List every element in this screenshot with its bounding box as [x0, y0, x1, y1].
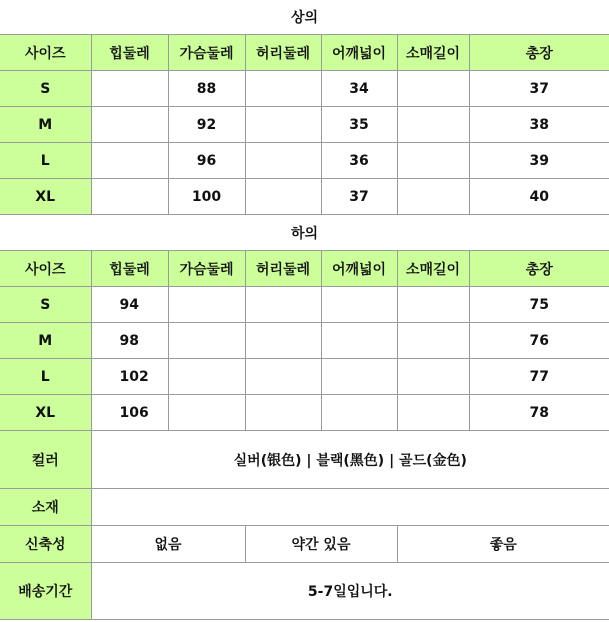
shipping-value: 5-7일입니다.	[91, 563, 609, 620]
length-cell: 38	[469, 107, 609, 143]
header-sleeve: 소매길이	[397, 35, 469, 71]
waist-cell	[245, 143, 321, 179]
shoulder-cell	[321, 359, 397, 395]
color-label: 컬러	[0, 431, 91, 489]
length-cell: 78	[469, 395, 609, 431]
chest-cell	[168, 287, 245, 323]
shoulder-cell: 34	[321, 71, 397, 107]
bottom-title-row	[0, 215, 609, 251]
header-length: 총장	[469, 35, 609, 71]
size-cell: S	[0, 287, 91, 323]
table-row	[0, 107, 609, 143]
length-cell: 75	[469, 287, 609, 323]
header-shoulder: 어깨넓이	[321, 251, 397, 287]
hip-cell	[91, 179, 168, 215]
header-waist: 허리둘레	[245, 35, 321, 71]
table-row	[0, 323, 609, 359]
size-cell: XL	[0, 395, 91, 431]
chest-cell: 92	[168, 107, 245, 143]
stretch-label: 신축성	[0, 526, 91, 563]
size-cell: M	[0, 107, 91, 143]
material-value	[91, 489, 609, 526]
table-row	[0, 143, 609, 179]
size-cell: L	[0, 143, 91, 179]
header-length: 총장	[469, 251, 609, 287]
header-chest: 가슴둘레	[168, 35, 245, 71]
length-cell: 37	[469, 71, 609, 107]
bottom-header-row	[0, 251, 609, 287]
shoulder-cell: 36	[321, 143, 397, 179]
sleeve-cell	[397, 287, 469, 323]
table-row	[0, 71, 609, 107]
stretch-option-some: 약간 있음	[245, 526, 397, 563]
waist-cell	[245, 395, 321, 431]
header-waist: 허리둘레	[245, 251, 321, 287]
length-cell: 39	[469, 143, 609, 179]
header-sleeve: 소매길이	[397, 251, 469, 287]
table-row	[0, 359, 609, 395]
table-row	[0, 287, 609, 323]
top-title-row	[0, 0, 609, 35]
top-header-row	[0, 35, 609, 71]
header-shoulder: 어깨넓이	[321, 35, 397, 71]
header-hip: 힙둘레	[91, 251, 168, 287]
stretch-option-none: 없음	[91, 526, 245, 563]
sleeve-cell	[397, 107, 469, 143]
length-cell: 40	[469, 179, 609, 215]
waist-cell	[245, 359, 321, 395]
shoulder-cell	[321, 287, 397, 323]
shipping-row	[0, 563, 609, 620]
sleeve-cell	[397, 395, 469, 431]
shoulder-cell	[321, 323, 397, 359]
sleeve-cell	[397, 71, 469, 107]
hip-cell	[91, 143, 168, 179]
sleeve-cell	[397, 359, 469, 395]
chest-cell	[168, 395, 245, 431]
hip-cell: 102	[91, 359, 168, 395]
table-row	[0, 395, 609, 431]
material-row	[0, 489, 609, 526]
size-cell: L	[0, 359, 91, 395]
hip-cell	[91, 107, 168, 143]
chest-cell: 100	[168, 179, 245, 215]
waist-cell	[245, 323, 321, 359]
sleeve-cell	[397, 323, 469, 359]
top-section-title: 상의	[0, 0, 609, 35]
hip-cell: 106	[91, 395, 168, 431]
waist-cell	[245, 71, 321, 107]
size-cell: S	[0, 71, 91, 107]
chest-cell: 88	[168, 71, 245, 107]
shipping-label: 배송기간	[0, 563, 91, 620]
hip-cell: 94	[91, 287, 168, 323]
waist-cell	[245, 287, 321, 323]
hip-cell	[91, 71, 168, 107]
color-row	[0, 431, 609, 489]
size-cell: XL	[0, 179, 91, 215]
header-size: 사이즈	[0, 251, 91, 287]
header-hip: 힙둘레	[91, 35, 168, 71]
shoulder-cell: 37	[321, 179, 397, 215]
waist-cell	[245, 179, 321, 215]
chest-cell	[168, 359, 245, 395]
waist-cell	[245, 107, 321, 143]
sleeve-cell	[397, 143, 469, 179]
stretch-option-good: 좋음	[397, 526, 609, 563]
header-chest: 가슴둘레	[168, 251, 245, 287]
chest-cell: 96	[168, 143, 245, 179]
header-size: 사이즈	[0, 35, 91, 71]
length-cell: 76	[469, 323, 609, 359]
chest-cell	[168, 323, 245, 359]
shoulder-cell: 35	[321, 107, 397, 143]
bottom-section-title: 하의	[0, 215, 609, 251]
table-row	[0, 179, 609, 215]
size-cell: M	[0, 323, 91, 359]
material-label: 소재	[0, 489, 91, 526]
sleeve-cell	[397, 179, 469, 215]
length-cell: 77	[469, 359, 609, 395]
color-value: 실버(银色) | 블랙(黑色) | 골드(金色)	[91, 431, 609, 489]
stretch-row	[0, 526, 609, 563]
hip-cell: 98	[91, 323, 168, 359]
shoulder-cell	[321, 395, 397, 431]
